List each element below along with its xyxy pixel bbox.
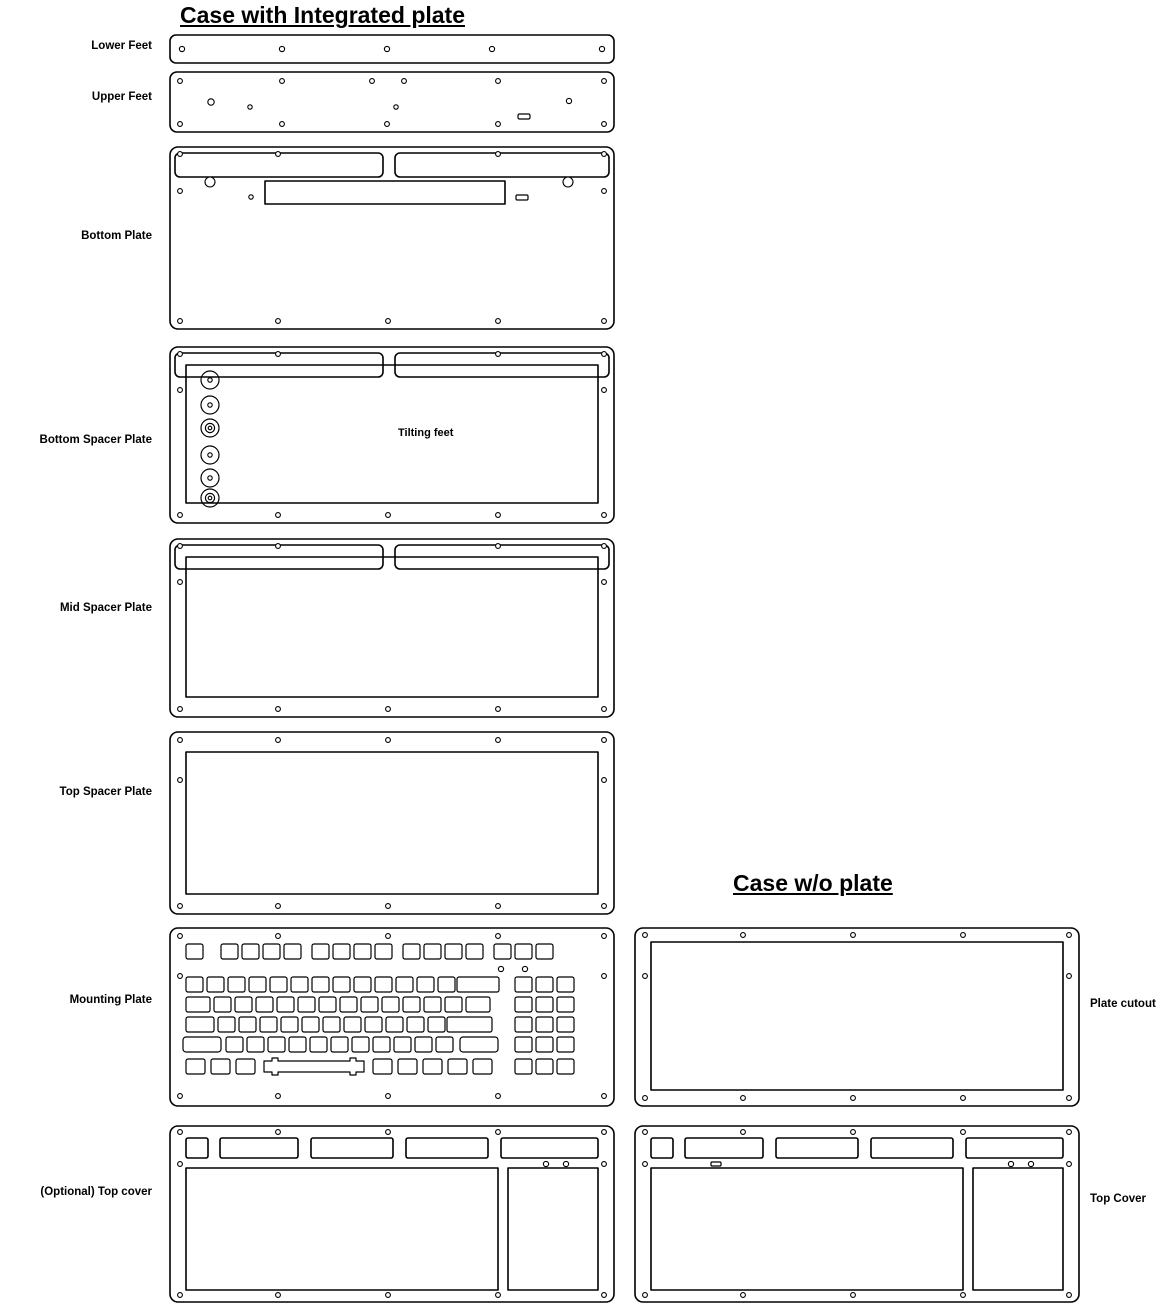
label-mid-spacer-plate: Mid Spacer Plate (59, 602, 152, 614)
label-plate-cutout: Plate cutout (1090, 998, 1156, 1010)
annotation-tilting-feet: Tilting feet (398, 427, 454, 439)
title-case-without-plate: Case w/o plate (733, 870, 893, 896)
title-case-with-integrated-plate: Case with Integrated plate (180, 2, 466, 28)
part-top-cover (633, 1124, 1081, 1303)
part-mounting-plate (168, 926, 616, 1108)
part-lower-feet (168, 33, 616, 65)
part-bottom-spacer-plate (168, 345, 616, 525)
part-mid-spacer-plate (168, 537, 616, 719)
part-plate-cutout (633, 926, 1081, 1108)
label-top-cover: Top Cover (1090, 1193, 1147, 1205)
part-optional-top-cover (168, 1124, 616, 1303)
label-bottom-plate: Bottom Plate (81, 230, 152, 242)
label-lower-feet: Lower Feet (91, 40, 152, 52)
label-bottom-spacer-plate: Bottom Spacer Plate (39, 434, 152, 446)
label-mounting-plate: Mounting Plate (69, 994, 152, 1006)
part-upper-feet (168, 70, 616, 134)
part-bottom-plate (168, 145, 616, 331)
label-upper-feet: Upper Feet (91, 91, 152, 103)
label-optional-top-cover: (Optional) Top cover (40, 1186, 152, 1198)
part-top-spacer-plate (168, 730, 616, 916)
label-top-spacer-plate: Top Spacer Plate (59, 786, 152, 798)
